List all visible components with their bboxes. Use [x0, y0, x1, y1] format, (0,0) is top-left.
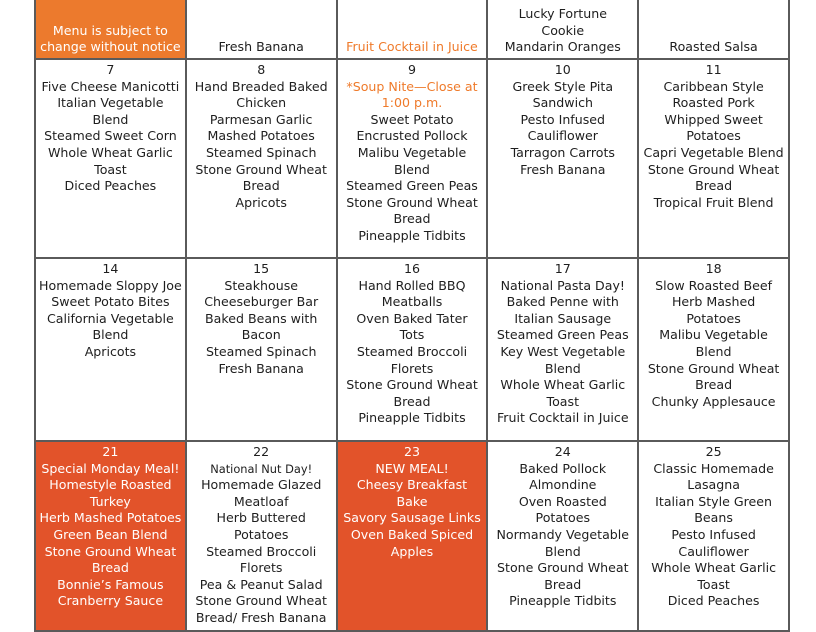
menu-item: Slow Roasted Beef	[655, 277, 773, 293]
calendar-week-row	[35, 258, 789, 441]
day-number: 9	[407, 62, 416, 77]
day-cell	[186, 59, 337, 258]
menu-item: Whole Wheat Garlic	[47, 144, 173, 160]
menu-item: Cheeseburger Bar	[204, 294, 319, 310]
day-number: 16	[403, 261, 420, 276]
menu-item: Bread	[242, 178, 280, 194]
day-cell	[35, 59, 186, 258]
menu-item: Oven Roasted	[518, 493, 607, 509]
day-number: 10	[554, 62, 571, 77]
menu-item: Stone Ground Wheat	[195, 161, 327, 177]
menu-item: Baked Beans with	[205, 310, 318, 326]
calendar-week-row	[35, 441, 789, 631]
menu-item: Herb Buttered	[216, 510, 306, 526]
day-number: 24	[554, 444, 571, 459]
day-cell	[337, 441, 488, 631]
menu-item: Apricots	[84, 343, 137, 359]
menu-item: Steakhouse	[224, 277, 299, 293]
menu-item: Mashed Potatoes	[207, 128, 315, 144]
menu-item: California Vegetable	[46, 310, 174, 326]
menu-item: Pesto Infused	[671, 526, 756, 542]
menu-item: Bread	[91, 560, 129, 576]
menu-item: Tarragon Carrots	[510, 144, 615, 160]
day-cell	[487, 0, 638, 59]
menu-item: Parmesan Garlic	[209, 111, 313, 127]
menu-item: Chicken	[236, 95, 287, 111]
menu-item: Green Bean Blend	[53, 526, 168, 542]
menu-item: Bread	[544, 576, 582, 592]
menu-item: Italian Sausage	[514, 310, 612, 326]
day-cell	[638, 258, 789, 441]
menu-item: Pineapple Tidbits	[509, 593, 617, 609]
day-cell	[186, 258, 337, 441]
menu-item: Baked Pollock	[519, 460, 607, 476]
menu-item: Bread	[393, 211, 431, 227]
day-number: 17	[554, 261, 571, 276]
day-cell	[487, 441, 638, 631]
day-note: National Nut Day!	[210, 461, 313, 476]
menu-item: Herb Mashed	[671, 294, 756, 310]
menu-item: Meatballs	[381, 294, 443, 310]
day-number: 22	[253, 444, 270, 459]
menu-item: Cauliflower	[678, 543, 749, 559]
menu-item: Key West Vegetable	[500, 343, 626, 359]
menu-item: Fresh Banana	[218, 39, 304, 55]
menu-item: Hand Rolled BBQ	[358, 277, 466, 293]
menu-item: Whole Wheat Garlic	[500, 377, 626, 393]
menu-item: Homemade Sloppy Joe	[39, 277, 182, 293]
menu-item: Mandarin Oranges	[504, 39, 621, 55]
menu-item: Almondine	[529, 477, 597, 493]
menu-item: Baked Penne with	[506, 294, 619, 310]
menu-item: Steamed Spinach	[205, 343, 317, 359]
menu-item: Steamed Broccoli	[356, 343, 468, 359]
lunch-menu-calendar	[34, 0, 790, 632]
calendar-week-row	[35, 59, 789, 258]
menu-item: Bread/ Fresh Banana	[195, 609, 327, 625]
menu-item: Blend	[695, 343, 732, 359]
menu-item: Chunky Applesauce	[651, 393, 776, 409]
day-cell	[487, 59, 638, 258]
menu-item: Blend	[394, 161, 430, 177]
menu-item: Fresh Banana	[520, 161, 606, 177]
menu-item: Potatoes	[686, 128, 741, 144]
menu-item: NEW MEAL!	[375, 460, 449, 476]
menu-item: Fruit Cocktail in Juice	[346, 39, 478, 55]
menu-item: Diced Peaches	[64, 178, 157, 194]
menu-item: Steamed Spinach	[205, 144, 317, 160]
menu-item: Hand Breaded Baked	[194, 78, 328, 94]
day-cell	[186, 0, 337, 59]
menu-item: Stone Ground Wheat	[647, 161, 780, 177]
menu-item: Stone Ground Wheat	[346, 194, 478, 210]
menu-item: Toast	[94, 161, 127, 177]
menu-item: Homestyle Roasted	[49, 477, 172, 493]
menu-item: Roasted Salsa	[669, 39, 758, 55]
menu-item: Bake	[396, 493, 428, 509]
menu-item: Meatloaf	[233, 493, 289, 509]
menu-item: Bacon	[241, 327, 281, 343]
day-number: 7	[106, 62, 115, 77]
day-cell	[337, 0, 488, 59]
menu-item: Blend	[92, 327, 129, 343]
day-number: 18	[705, 261, 722, 276]
menu-item: Five Cheese Manicotti	[41, 78, 180, 94]
menu-item: Pea & Peanut Salad	[199, 576, 323, 592]
menu-item: Whole Wheat Garlic	[651, 560, 776, 576]
menu-notice-line: Menu is subject to	[52, 22, 168, 38]
menu-item: Whipped Sweet	[664, 111, 763, 127]
menu-notice-cell	[35, 0, 186, 59]
menu-item: Special Monday Meal!	[41, 460, 180, 476]
menu-item: Florets	[390, 360, 434, 376]
day-number: 8	[257, 62, 266, 77]
menu-item: Cranberry Sauce	[57, 593, 164, 609]
menu-item: Italian Style Green	[655, 493, 773, 509]
menu-notice-line: change without notice	[40, 39, 181, 55]
day-cell	[186, 441, 337, 631]
menu-item: Bread	[695, 377, 733, 393]
menu-item: Tots	[399, 327, 425, 343]
menu-item: Potatoes	[233, 526, 289, 542]
menu-item: Cheesy Breakfast	[356, 477, 468, 493]
menu-item: Bread	[695, 178, 733, 194]
menu-item: Sweet Potato	[370, 111, 454, 127]
day-cell	[35, 258, 186, 441]
menu-item: Malibu Vegetable	[357, 144, 467, 160]
day-cell	[638, 59, 789, 258]
menu-item: Tropical Fruit Blend	[653, 194, 774, 210]
day-cell	[638, 0, 789, 59]
menu-item: Capri Vegetable Blend	[643, 144, 784, 160]
menu-item: Oven Baked Tater	[356, 310, 468, 326]
menu-item: Toast	[697, 576, 730, 592]
menu-item: Potatoes	[535, 510, 591, 526]
menu-item: Classic Homemade	[653, 460, 774, 476]
day-cell	[35, 441, 186, 631]
menu-item: Steamed Green Peas	[346, 178, 478, 194]
menu-item: Stone Ground Wheat	[44, 543, 177, 559]
menu-item: Sweet Potato Bites	[51, 294, 170, 310]
menu-item: Florets	[239, 560, 283, 576]
menu-item: Stone Ground Wheat	[346, 377, 478, 393]
menu-item: Apricots	[235, 194, 287, 210]
menu-item: Cauliflower	[527, 128, 598, 144]
menu-item: Pineapple Tidbits	[358, 410, 466, 426]
menu-item: Beans	[694, 510, 733, 526]
menu-item: Caribbean Style	[663, 78, 764, 94]
menu-item: Bread	[393, 393, 431, 409]
day-cell	[487, 258, 638, 441]
day-number: 15	[253, 261, 270, 276]
menu-item: Oven Baked Spiced	[350, 526, 474, 542]
menu-item: Fruit Cocktail in Juice	[496, 410, 629, 426]
menu-item: Bonnie’s Famous	[57, 576, 164, 592]
day-number: 11	[705, 62, 722, 77]
day-cell	[337, 59, 488, 258]
menu-item: Potatoes	[686, 310, 741, 326]
calendar-row-top	[35, 0, 789, 59]
menu-item: Stone Ground Wheat	[195, 593, 327, 609]
menu-item: Normandy Vegetable	[496, 526, 630, 542]
menu-item: Roasted Pork	[672, 95, 755, 111]
menu-item: Diced Peaches	[667, 593, 760, 609]
menu-item: Stone Ground Wheat	[647, 360, 780, 376]
menu-item: Apples	[390, 543, 434, 559]
menu-item: Blend	[544, 543, 581, 559]
menu-item: Blend	[544, 360, 581, 376]
menu-item: Toast	[546, 393, 580, 409]
menu-item: Cookie	[541, 22, 585, 38]
menu-item: Steamed Broccoli	[206, 543, 317, 559]
menu-item: Encrusted Pollock	[356, 128, 468, 144]
menu-item: Steamed Sweet Corn	[44, 128, 177, 144]
day-cell	[638, 441, 789, 631]
day-number: 25	[705, 444, 722, 459]
menu-item: Malibu Vegetable	[659, 327, 768, 343]
menu-item: National Pasta Day!	[500, 277, 625, 293]
menu-item: Stone Ground Wheat	[497, 560, 629, 576]
day-number: 23	[403, 444, 420, 459]
menu-item: Pesto Infused	[520, 111, 606, 127]
menu-item: Herb Mashed Potatoes	[39, 510, 182, 526]
menu-item: Fresh Banana	[218, 360, 304, 376]
menu-item: Steamed Green Peas	[496, 327, 629, 343]
day-number: 21	[102, 444, 119, 459]
day-note: *Soup Nite—Close at	[346, 78, 478, 94]
menu-item: Italian Vegetable Blend	[57, 95, 164, 127]
menu-item: Pineapple Tidbits	[358, 227, 466, 243]
menu-item: Savory Sausage Links	[343, 510, 481, 526]
menu-item: Lucky Fortune	[518, 6, 607, 22]
menu-item: Turkey	[89, 493, 131, 509]
menu-item: Greek Style Pita	[512, 78, 614, 94]
menu-item: Sandwich	[532, 95, 593, 111]
day-number: 14	[102, 261, 119, 276]
day-cell	[337, 258, 488, 441]
day-note: 1:00 p.m.	[381, 95, 443, 111]
menu-item: Lasagna	[687, 477, 740, 493]
menu-item: Homemade Glazed	[201, 477, 322, 493]
